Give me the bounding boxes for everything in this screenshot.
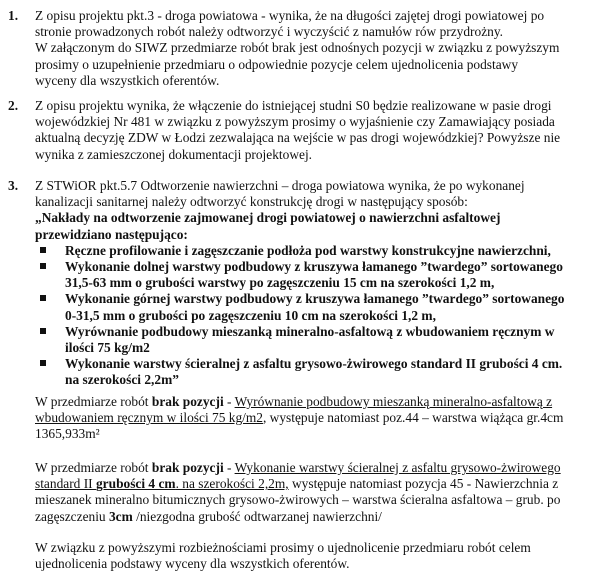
text-span: występuje natomiast pozycja 45 - Nawierzchnia z	[288, 476, 559, 492]
bold-span: 3cm	[108, 508, 133, 524]
paragraph-missing-position-1	[35, 394, 600, 443]
underlined-span: wbudowaniem ręcznym w ilości 75 kg/m2	[35, 410, 263, 426]
quote-line: „Nakłady na odtworzenie zajmowanej drogi powiatowej o nawierzchni asfaltowej	[35, 210, 501, 226]
underlined-bold-span: grubości 4 cm	[95, 476, 176, 492]
bullet-line: Wyrównanie podbudowy mieszanką mineralno-asfaltową z wbudowaniem ręcznym w	[65, 323, 555, 339]
text-line: kanalizacji sanitarnej należy odtworzyć konstrukcję drogi w następujący sposób:	[35, 194, 468, 210]
bullet-item	[35, 324, 600, 356]
bullet-item	[35, 291, 600, 323]
item-2	[8, 98, 600, 163]
text-span: W przedmiarze robót	[35, 394, 152, 409]
bullet-line: Wykonanie dolnej warstwy podbudowy z kruszywa łamanego ”twardego” sortowanego	[65, 259, 563, 275]
bullet-line: 0-31,5 mm o grubości po zagęszczeniu 10 cm na szerokości 1,2 m,	[65, 307, 436, 323]
bold-span: brak pozycji	[151, 394, 224, 409]
text-span: /niezgodna grubość odtwarzanej nawierzchni/	[132, 508, 382, 524]
text-line	[35, 476, 600, 492]
text-span: W przedmiarze robót	[35, 460, 152, 475]
bullet-line: Ręczne profilowanie i zagęszczanie podłoża pod warstwy konstrukcyjne nawierzchni,	[65, 242, 551, 258]
text-line: Z STWiOR pkt.5.7 Odtworzenie nawierzchni – droga powiatowa wynika, że po wykonanej	[35, 178, 525, 193]
bullet-item	[35, 356, 600, 388]
underlined-span: Wyrównanie podbudowy mieszanką mineralno-asfaltową z	[234, 394, 553, 409]
item-number: 2.	[8, 98, 19, 113]
item-number: 1.	[8, 8, 19, 23]
text-line: stronie prowadzonych robót należy odtworzyć i wyczyścić z namułów rów przydrożny.	[35, 24, 504, 40]
bullet-line: na szerokości 2,2m”	[65, 372, 179, 388]
paragraph-missing-position-2	[35, 460, 600, 525]
text-line	[35, 460, 600, 476]
bullet-item	[35, 243, 600, 259]
text-span: -	[223, 394, 235, 409]
text-span: -	[223, 460, 235, 475]
text-span: zagęszczeniu	[35, 508, 109, 524]
item-3	[8, 178, 600, 389]
text-line: W związku z powyższymi rozbieżnościami prosimy o ujednolicenie przedmiaru robót celem	[35, 540, 531, 555]
text-line: mieszanek mineralno bitumicznych grysowo-żwirowych – warstwa ścieralna asfaltowa – grub. po	[35, 492, 561, 508]
text-line	[35, 509, 600, 525]
paragraph-conclusion	[35, 540, 600, 572]
text-line: prosimy o uzupełnienie przedmiaru o odpowiednie pozycje celem ujednolicenia podstawy	[35, 56, 519, 72]
bullet-line: Wykonanie warstwy ścieralnej z asfaltu grysowo-żwirowego standard II grubości 4 cm.	[65, 356, 563, 372]
text-line	[35, 394, 600, 410]
bullet-list	[35, 243, 600, 389]
text-line: Z opisu projektu wynika, że włączenie do istniejącej studni S0 będzie realizowane w pasie drogi	[35, 98, 552, 113]
item-number: 3.	[8, 178, 19, 193]
quote-line: przewidziano następująco:	[35, 226, 188, 242]
underlined-span: Wykonanie warstwy ścieralnej z asfaltu grysowo-żwirowego	[234, 460, 561, 475]
bold-span: brak pozycji	[151, 460, 224, 475]
text-line: ujednolicenia podstawy wyceny dla wszystkich oferentów.	[35, 556, 350, 572]
underlined-span: . na szerokości 2,2m,	[175, 476, 289, 492]
bullet-item	[35, 259, 600, 291]
bullet-line: 31,5-63 mm o grubości warstwy po zagęszczeniu 15 cm na szerokości 1,2 m,	[65, 275, 495, 291]
text-line: Z opisu projektu pkt.3 - droga powiatowa - wynika, że na długości zajętej drogi powiatowej po	[35, 8, 545, 23]
text-span: , występuje natomiast poz.44 – warstwa wiążąca gr.4cm	[262, 410, 564, 426]
underlined-span: standard II	[35, 476, 96, 492]
bullet-line: ilości 75 kg/m2	[65, 340, 150, 356]
text-line: aktualną decyzję ZDW w Łodzi zezwalająca na wejście w pas drogi wojewódzkiej? Powyższe nie	[35, 130, 561, 146]
bullet-line: Wykonanie górnej warstwy podbudowy z kruszywa łamanego ”twardego” sortowanego	[65, 291, 565, 307]
text-line: W załączonym do SIWZ przedmiarze robót brak jest odnośnych pozycji w związku z powyższym	[35, 40, 560, 56]
text-line	[35, 410, 600, 426]
text-line: wynika z zamieszczonej dokumentacji projektowej.	[35, 146, 313, 162]
item-1	[8, 8, 600, 89]
text-line: wyceny dla wszystkich oferentów.	[35, 72, 220, 88]
text-line: wojewódzkiej Nr 481 w związku z powyższym prosimy o wyjaśnienie czy Zamawiający posiada	[35, 114, 555, 130]
text-line: 1365,933m²	[35, 426, 100, 442]
